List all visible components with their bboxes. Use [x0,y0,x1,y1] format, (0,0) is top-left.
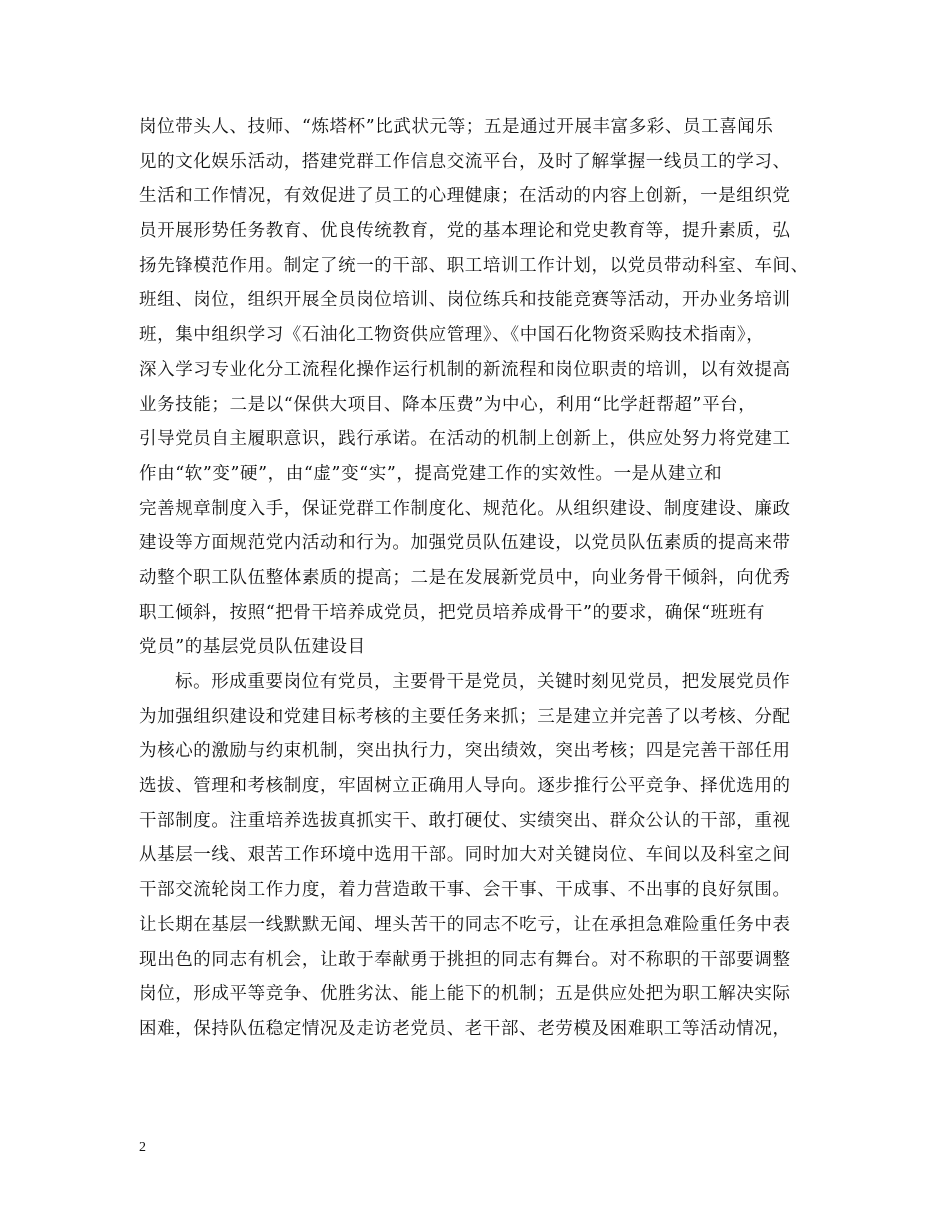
text-line: 党员”的基层党员队伍建设目 [139,637,366,658]
paragraph-first-line: 标。形成重要岗位有党员，主要骨干是党员，关键时刻见党员，把发展党员作 [175,672,791,692]
text-line: 业务技能；二是以“保供大项目、降本压费”为中心，利用“比学赶帮超”平台， [139,394,757,415]
text-line: 见的文化娱乐活动，搭建党群工作信息交流平台，及时了解掌握一线员工的学习、 [139,151,791,172]
text-line: 困难，保持队伍稳定情况及走访老党员、老干部、老劳模及困难职工等活动情况， [139,1018,791,1039]
text-line: 岗位，形成平等竞争、优胜劣汰、能上能下的机制；五是供应处把为职工解决实际 [139,984,791,1005]
text-line: 作由“软”变”硬”，由“虚”变“实”，提高党建工作的实效性。一是从建立和 [139,463,723,484]
text-line: 选拔、管理和考核制度，牢固树立正确用人导向。逐步推行公平竞争、择优选用的 [139,776,791,797]
text-line: 岗位带头人、技师、“炼塔杯”比武状元等；五是通过开展丰富多彩、员工喜闻乐 [139,117,774,137]
text-line: 职工倾斜，按照“把骨干培养成党员，把党员培养成骨干”的要求，确保“班班有 [139,602,765,623]
text-line: 员开展形势任务教育、优良传统教育，党的基本理论和党史教育等，提升素质，弘 [139,221,791,242]
text-line: 扬先锋模范作用。制定了统一的干部、职工培训工作计划，以党员带动科室、车间、 [139,255,809,276]
text-line: 干部制度。注重培养选拔真抓实干、敢打硬仗、实绩突出、群众公认的干部，重视 [139,810,791,831]
text-line: 深入学习专业化分工流程化操作运行机制的新流程和岗位职责的培训，以有效提高 [139,359,791,380]
text-line: 从基层一线、艰苦工作环境中选用干部。同时加大对关键岗位、车间以及科室之间 [139,845,791,866]
page-number: 2 [139,1140,146,1155]
text-line: 让长期在基层一线默默无闻、埋头苦干的同志不吃亏，让在承担急难险重任务中表 [139,914,791,935]
text-line: 为加强组织建设和党建目标考核的主要任务来抓；三是建立并完善了以考核、分配 [139,706,791,727]
text-line: 班，集中组织学习《石油化工物资供应管理》、《中国石化物资采购技术指南》， [139,325,765,346]
text-line: 为核心的激励与约束机制，突出执行力，突出绩效，突出考核；四是完善干部任用 [139,741,791,762]
text-line: 生活和工作情况，有效促进了员工的心理健康；在活动的内容上创新，一是组织党 [139,186,791,207]
text-line: 建设等方面规范党内活动和行为。加强党员队伍建设，以党员队伍素质的提高来带 [139,533,791,554]
text-line: 干部交流轮岗工作力度，着力营造敢干事、会干事、干成事、不出事的良好氛围。 [139,880,791,901]
text-line: 现出色的同志有机会，让敢于奉献勇于挑担的同志有舞台。对不称职的干部要调整 [139,949,791,970]
text-line: 完善规章制度入手，保证党群工作制度化、规范化。从组织建设、制度建设、廉政 [139,498,791,519]
text-line: 引导党员自主履职意识，践行承诺。在活动的机制上创新上，供应处努力将党建工 [139,429,791,450]
text-line: 班组、岗位，组织开展全员岗位培训、岗位练兵和技能竞赛等活动，开办业务培训 [139,290,791,311]
body-text [139,110,829,1047]
text-line: 动整个职工队伍整体素质的提高；二是在发展新党员中，向业务骨干倾斜，向优秀 [139,567,791,588]
